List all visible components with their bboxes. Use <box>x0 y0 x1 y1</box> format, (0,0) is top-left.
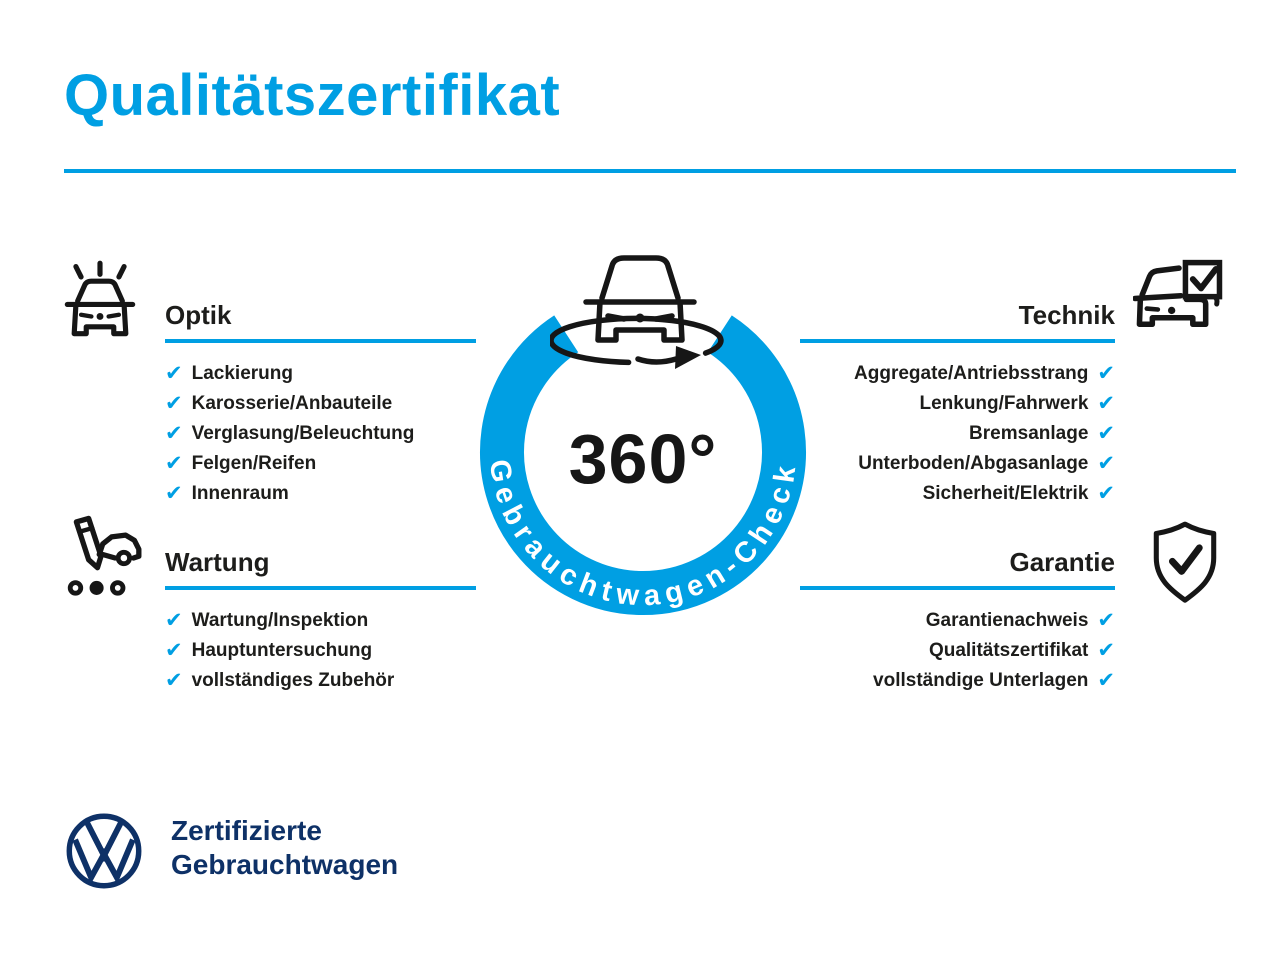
check-item-label: Unterboden/Abgasanlage <box>858 453 1089 474</box>
garantie-checklist <box>700 606 1115 696</box>
check-item-label: Hauptuntersuchung <box>191 640 373 661</box>
check-item-label: Karosserie/Anbauteile <box>191 393 393 414</box>
wartung-underline <box>165 586 476 590</box>
check-item <box>700 606 1115 636</box>
section-heading-optik: Optik <box>165 300 232 330</box>
check-item-label: vollständige Unterlagen <box>873 670 1089 691</box>
check-item <box>165 636 394 666</box>
technik-checklist <box>700 359 1115 509</box>
check-icon: ✔ <box>1097 421 1115 445</box>
check-item <box>165 419 414 449</box>
check-item-label: Felgen/Reifen <box>191 453 317 474</box>
check-item-label: Garantienachweis <box>925 610 1089 631</box>
check-icon: ✔ <box>1097 608 1115 632</box>
check-icon: ✔ <box>1097 638 1115 662</box>
check-icon: ✔ <box>165 481 183 505</box>
check-icon: ✔ <box>165 608 183 632</box>
check-item-label: Qualitätszertifikat <box>928 640 1089 661</box>
check-item-label: Aggregate/Antriebsstrang <box>854 363 1089 384</box>
check-icon: ✔ <box>165 451 183 475</box>
check-icon: ✔ <box>1097 451 1115 475</box>
check-item <box>700 449 1115 479</box>
check-item <box>165 479 414 509</box>
check-item-label: Verglasung/Beleuchtung <box>191 423 415 444</box>
check-item <box>700 389 1115 419</box>
check-item <box>165 606 394 636</box>
section-heading-technik: Technik <box>1018 300 1115 330</box>
degrees-label: 360° <box>568 420 718 498</box>
section-heading-garantie: Garantie <box>1009 547 1115 577</box>
pencil-service-car-icon <box>57 514 145 602</box>
shiny-car-front-icon <box>57 258 143 344</box>
technik-underline <box>800 339 1115 343</box>
check-item <box>165 449 414 479</box>
rotation-arrowhead <box>675 346 701 369</box>
check-icon: ✔ <box>1097 361 1115 385</box>
check-item-label: Lackierung <box>191 363 293 384</box>
check-icon: ✔ <box>165 668 183 692</box>
section-heading-wartung: Wartung <box>165 547 270 577</box>
check-icon: ✔ <box>1097 668 1115 692</box>
check-item <box>165 666 394 696</box>
vw-logo <box>65 812 143 890</box>
check-item <box>700 419 1115 449</box>
optik-checklist <box>165 359 414 509</box>
check-icon: ✔ <box>165 391 183 415</box>
check-item <box>700 479 1115 509</box>
check-item <box>700 666 1115 696</box>
check-item-label: Wartung/Inspektion <box>191 610 369 631</box>
ring-curved-label: Gebrauchtwagen-Check <box>482 457 804 613</box>
check-icon: ✔ <box>1097 391 1115 415</box>
check-item <box>700 359 1115 389</box>
car-checkbox-icon <box>1133 258 1225 350</box>
check-icon: ✔ <box>165 638 183 662</box>
check-item-label: Bremsanlage <box>969 423 1089 444</box>
check-item-label: Sicherheit/Elektrik <box>922 483 1089 504</box>
check-icon: ✔ <box>165 361 183 385</box>
garantie-underline <box>800 586 1115 590</box>
brand-wordmark <box>171 814 398 882</box>
page-title: Qualitätszertifikat <box>64 63 561 128</box>
brand-line2: Gebrauchtwagen <box>171 849 399 880</box>
check-icon: ✔ <box>1097 481 1115 505</box>
brand-line1: Zertifizierte <box>171 815 322 846</box>
check-item-label: Lenkung/Fahrwerk <box>919 393 1089 414</box>
title-divider <box>64 169 1236 173</box>
check-item-label: Innenraum <box>191 483 289 504</box>
check-item <box>700 636 1115 666</box>
shield-check-icon <box>1147 520 1223 606</box>
check-item <box>165 389 414 419</box>
check-icon: ✔ <box>165 421 183 445</box>
check-item <box>165 359 414 389</box>
check-item-label: vollständiges Zubehör <box>191 670 395 691</box>
optik-underline <box>165 339 476 343</box>
wartung-checklist <box>165 606 394 696</box>
